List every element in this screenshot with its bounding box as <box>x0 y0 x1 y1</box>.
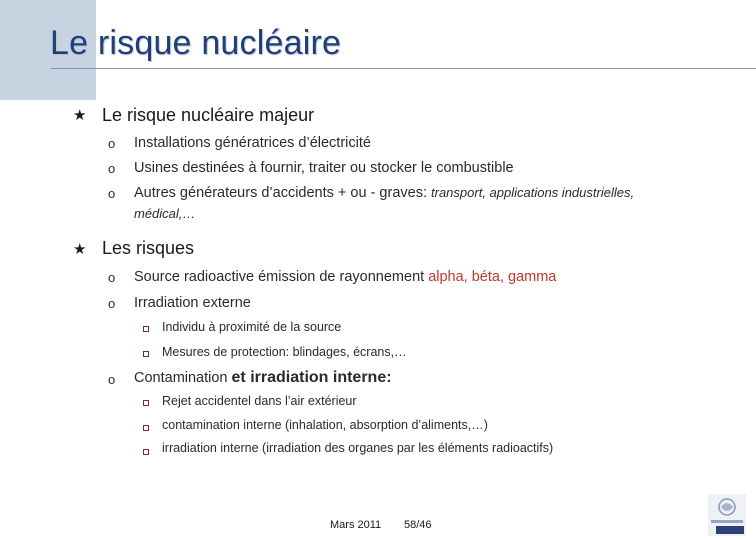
list-item: Irradiation externe <box>134 295 251 311</box>
sub-list-item: Individu à proximité de la source <box>162 320 342 334</box>
title-divider <box>50 68 756 69</box>
section-heading-risques: Les risques <box>102 238 195 258</box>
list-item-text: Contamination <box>134 370 232 386</box>
square-bullet-icon <box>143 449 149 455</box>
footer-page-number: 58/46 <box>404 519 432 531</box>
sub-list-item: contamination interne (inhalation, absorption d’aliments,…) <box>162 418 488 432</box>
slide-title: Le risque nucléaire <box>50 24 342 62</box>
list-item-bold: et irradiation interne: <box>231 369 392 386</box>
footer-date: Mars 2011 <box>330 519 382 531</box>
section-heading-risque-majeur: Le risque nucléaire majeur <box>102 105 315 125</box>
square-bullet-icon <box>143 425 149 431</box>
sub-list-item: Mesures de protection: blindages, écrans,… <box>162 345 407 359</box>
list-item-text: Autres générateurs d’accidents + ou - graves: <box>134 185 432 201</box>
circle-bullet-icon: o <box>108 296 116 311</box>
list-item: Usines destinées à fournir, traiter ou stocker le combustible <box>134 160 514 176</box>
organization-logo-icon <box>708 494 746 536</box>
sub-list-item: Rejet accidentel dans l’air extérieur <box>162 394 357 408</box>
list-item-continuation: médical,… <box>134 206 196 221</box>
sub-list-item: irradiation interne (irradiation des organes par les éléments radioactifs) <box>162 441 554 455</box>
circle-bullet-icon: o <box>108 270 116 285</box>
list-item <box>134 369 392 387</box>
list-item <box>134 269 556 285</box>
circle-bullet-icon: o <box>108 186 116 201</box>
square-bullet-icon <box>143 326 149 332</box>
list-item-text: Source radioactive émission de rayonnement <box>134 269 429 285</box>
list-item-italic: transport, applications industrielles, <box>431 185 635 200</box>
radiation-types-highlight: alpha, béta, gamma <box>428 269 557 285</box>
square-bullet-icon <box>143 351 149 357</box>
circle-bullet-icon: o <box>108 372 116 387</box>
star-bullet-icon: ★ <box>73 241 87 258</box>
star-bullet-icon: ★ <box>73 107 87 124</box>
list-item: Installations génératrices d’électricité <box>134 135 371 151</box>
list-item <box>134 185 634 201</box>
square-bullet-icon <box>143 400 149 406</box>
circle-bullet-icon: o <box>108 161 116 176</box>
circle-bullet-icon: o <box>108 136 116 151</box>
